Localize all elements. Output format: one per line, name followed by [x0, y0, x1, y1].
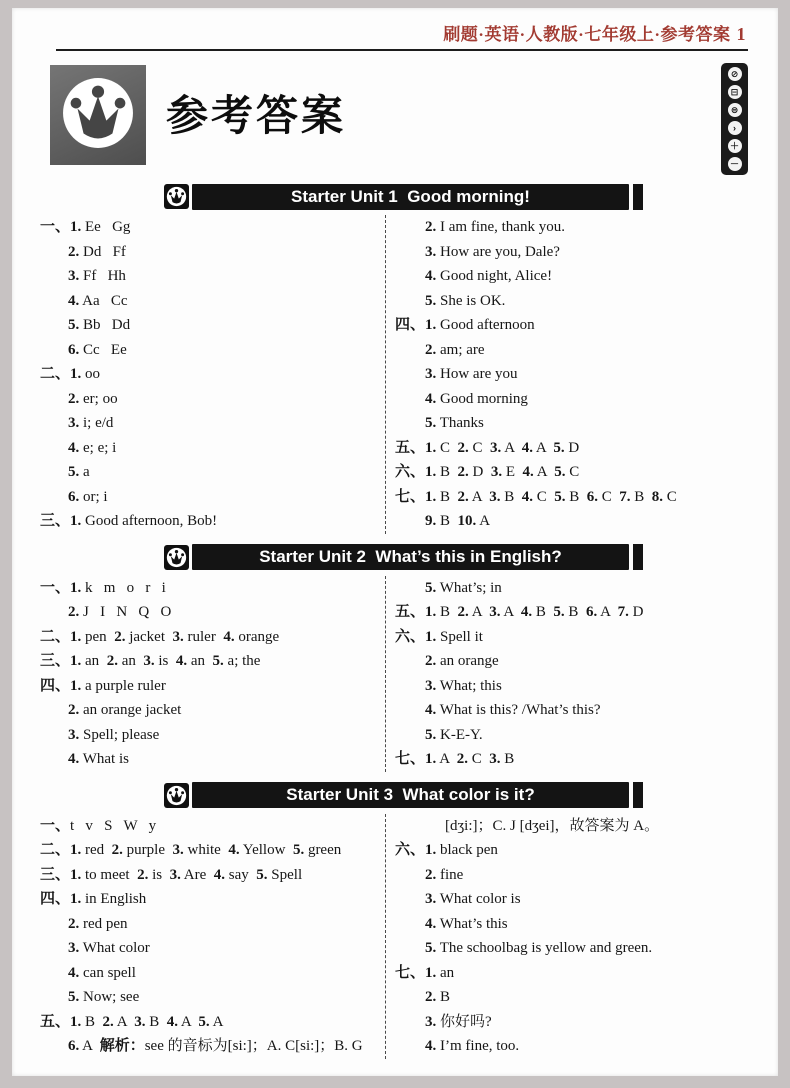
list-marker: 一、 — [40, 816, 71, 834]
section-banner-title: Starter Unit 1 Good morning! — [192, 184, 629, 210]
answer-line — [40, 814, 385, 839]
edge-tab-dot-icon: › — [728, 121, 742, 135]
answer-text: 1. B 2. A 3. A 4. B 5. B 6. A 7. D — [425, 604, 644, 620]
answer-line — [395, 1010, 748, 1035]
edge-tab-dot-icon: ⊘ — [728, 67, 742, 81]
list-marker: 六、 — [395, 841, 426, 858]
edge-tab-dot-icon: ＋ — [728, 139, 742, 153]
answer-line — [395, 674, 748, 699]
answer-text: 1. a purple ruler — [70, 677, 166, 694]
answer-text: 2. er; oo — [68, 390, 118, 407]
answer-line — [40, 674, 385, 699]
list-marker: 三、 — [40, 652, 71, 669]
answer-text: 1. an 2. an 3. is 4. an 5. a; the — [70, 653, 261, 669]
answer-text: 2. J I N Q O — [68, 604, 172, 620]
right-column — [385, 814, 748, 1059]
answer-line — [395, 313, 748, 338]
answer-line — [40, 411, 385, 436]
answer-line — [40, 240, 385, 265]
answer-text: 2. B — [425, 989, 451, 1005]
answer-line — [395, 387, 748, 412]
section-banner-title: Starter Unit 2 What’s this in English? — [192, 544, 629, 570]
answer-text: 1. oo — [70, 366, 101, 382]
answer-line — [395, 485, 748, 510]
answer-line — [40, 387, 385, 412]
answer-line — [40, 1010, 385, 1035]
answer-line — [40, 887, 385, 912]
answer-text: 2. red pen — [68, 915, 128, 932]
answer-text: t v S W y — [70, 817, 157, 834]
answer-text: 4. What is — [68, 751, 129, 767]
answer-text: 3. What color is — [425, 891, 521, 907]
answer-line — [395, 961, 748, 986]
answer-line — [40, 747, 385, 772]
list-marker: 五、 — [395, 603, 426, 620]
left-column — [40, 576, 385, 772]
answer-line — [40, 576, 385, 601]
answer-columns — [40, 210, 748, 536]
answer-text: 4. What is this? /What’s this? — [425, 702, 601, 718]
answer-line — [40, 509, 385, 534]
section-banner-title: Starter Unit 3 What color is it? — [192, 782, 629, 808]
answer-text: 4. Aa Cc — [68, 292, 128, 309]
answer-text: 1. to meet 2. is 3. Are 4. say 5. Spell — [70, 866, 303, 883]
answer-text: 5. Now; see — [68, 989, 140, 1005]
answer-text: 6. or; i — [68, 488, 108, 505]
edge-tab-dot-icon: ⊜ — [728, 103, 742, 117]
answer-text: 4. I’m fine, too. — [425, 1038, 520, 1054]
left-column — [40, 215, 385, 534]
list-marker: 三、 — [40, 865, 71, 883]
answer-text: 6. A 解析：see 的音标为[si:]；A. C[si:]；B. G — [68, 1037, 363, 1054]
answer-text: 9. B 10. A — [425, 513, 491, 529]
list-marker: 七、 — [395, 487, 426, 505]
answer-text: 1. C 2. C 3. A 4. A 5. D — [425, 439, 580, 456]
answer-text: 5. K-E-Y. — [425, 726, 483, 743]
answer-line — [40, 1034, 385, 1059]
crown-badge-icon — [164, 184, 189, 209]
answer-line — [395, 436, 748, 461]
right-column — [385, 215, 748, 534]
page-number: 1 — [736, 24, 746, 44]
answer-text: 5. a — [68, 464, 90, 480]
page-title: 参考答案 — [166, 92, 347, 139]
answer-line — [395, 600, 748, 625]
answer-line — [395, 936, 748, 961]
answer-line — [395, 215, 748, 240]
scanned-answer-page — [12, 8, 778, 1076]
answer-line — [395, 723, 748, 748]
answer-line — [40, 985, 385, 1010]
answer-text: 1. Ee Gg — [70, 219, 131, 235]
answer-line — [395, 362, 748, 387]
answer-line — [40, 313, 385, 338]
answer-text: 1. in English — [70, 891, 147, 907]
answer-line — [40, 912, 385, 937]
answer-text: 1. pen 2. jacket 3. ruler 4. orange — [70, 628, 280, 645]
edge-tab-dot-icon: ⊟ — [728, 85, 742, 99]
answer-line — [395, 509, 748, 534]
banner-end-block — [633, 544, 643, 570]
answer-line — [395, 985, 748, 1010]
answer-text: 2. fine — [425, 866, 464, 883]
list-marker: 六、 — [395, 463, 426, 480]
answer-line — [395, 460, 748, 485]
answer-columns — [40, 809, 748, 1061]
section-banner — [164, 183, 748, 210]
answer-text: 4. Good night, Alice! — [425, 268, 553, 284]
answer-text: 5. The schoolbag is yellow and green. — [425, 940, 653, 956]
answer-text: 1. Spell it — [425, 628, 483, 645]
answer-line — [40, 289, 385, 314]
answer-text: 1. B 2. D 3. E 4. A 5. C — [425, 464, 580, 480]
answer-text: 1. black pen — [425, 842, 498, 858]
answer-text: 2. Dd Ff — [68, 243, 126, 260]
answer-text: 3. 你好吗? — [425, 1013, 492, 1030]
answer-line — [40, 362, 385, 387]
answer-text: 4. What’s this — [425, 915, 508, 932]
crown-badge-icon — [164, 783, 189, 808]
answer-line — [40, 436, 385, 461]
answer-line — [40, 600, 385, 625]
answer-text: 2. an orange jacket — [68, 702, 182, 718]
list-marker: 七、 — [395, 963, 426, 981]
left-column — [40, 814, 385, 1059]
answer-text: 1. an — [425, 964, 455, 981]
answer-text: 3. What color — [68, 940, 150, 956]
crown-badge-icon — [164, 545, 189, 570]
answer-line — [40, 264, 385, 289]
answer-text: 4. Good morning — [425, 390, 528, 407]
answer-line — [40, 485, 385, 510]
answer-line — [40, 838, 385, 863]
answer-text: 2. am; are — [425, 341, 485, 358]
answer-text: 1. k m o r i — [70, 579, 166, 596]
answer-line — [395, 411, 748, 436]
answer-line — [395, 649, 748, 674]
answer-line — [395, 576, 748, 601]
list-marker: 五、 — [395, 438, 426, 456]
list-marker: 六、 — [395, 627, 426, 645]
edge-index-tab — [721, 63, 748, 175]
answer-text: 5. She is OK. — [425, 292, 506, 309]
answer-text: 5. What’s; in — [425, 579, 502, 596]
answer-line — [40, 698, 385, 723]
answer-text: 3. i; e/d — [68, 415, 114, 431]
list-marker: 一、 — [40, 218, 71, 235]
answer-line — [395, 240, 748, 265]
list-marker: 四、 — [40, 890, 71, 907]
banner-end-block — [633, 782, 643, 808]
list-marker: 二、 — [40, 841, 71, 858]
answer-line — [40, 649, 385, 674]
list-marker: 五、 — [40, 1012, 71, 1030]
answer-line — [395, 863, 748, 888]
answer-line — [395, 838, 748, 863]
answer-line — [40, 460, 385, 485]
header-rule — [56, 49, 748, 51]
answer-line — [40, 625, 385, 650]
answer-line — [395, 912, 748, 937]
list-marker: 二、 — [40, 627, 71, 645]
answer-text: 6. Cc Ee — [68, 341, 127, 358]
answer-line — [395, 625, 748, 650]
answer-line — [395, 1034, 748, 1059]
section-starter-unit-2 — [40, 544, 748, 774]
answer-line — [395, 264, 748, 289]
right-column — [385, 576, 748, 772]
answer-line — [40, 863, 385, 888]
answer-line — [40, 338, 385, 363]
answer-line — [40, 723, 385, 748]
answer-text: 3. How are you, Dale? — [425, 243, 560, 260]
answer-sections — [40, 183, 748, 1061]
list-marker: 二、 — [40, 365, 71, 382]
section-starter-unit-1 — [40, 183, 748, 536]
answer-line — [395, 338, 748, 363]
running-head — [40, 20, 748, 44]
answer-text: 5. Thanks — [425, 415, 484, 431]
answer-text: 5. Bb Dd — [68, 317, 131, 333]
answer-line — [395, 887, 748, 912]
answer-text: 3. Ff Hh — [68, 268, 126, 284]
list-marker: 四、 — [395, 316, 426, 333]
answer-text: 3. How are you — [425, 366, 518, 382]
answer-text: 4. can spell — [68, 964, 136, 981]
answer-text: 3. What; this — [425, 677, 502, 694]
publisher-logo — [50, 65, 146, 165]
answer-text: 1. Good afternoon — [425, 317, 535, 333]
answer-line — [40, 961, 385, 986]
answer-text: 1. A 2. C 3. B — [425, 751, 515, 767]
section-banner — [164, 782, 748, 809]
answer-text: [dʒi:]；C. J [dʒei]，故答案为 A。 — [445, 817, 660, 834]
list-marker: 一、 — [40, 578, 71, 596]
section-banner — [164, 544, 748, 571]
section-starter-unit-3 — [40, 782, 748, 1061]
edge-tab-dot-icon: － — [728, 157, 742, 171]
answer-text: 1. B 2. A 3. B 4. C 5. B 6. C 7. B 8. C — [425, 488, 677, 505]
running-head-text: 刷题·英语·人教版·七年级上·参考答案 — [443, 25, 731, 44]
answer-columns — [40, 571, 748, 774]
answer-line — [395, 747, 748, 772]
answer-text: 2. an orange — [425, 653, 499, 669]
answer-line — [395, 289, 748, 314]
answer-line — [395, 814, 748, 839]
answer-text: 3. Spell; please — [68, 726, 160, 743]
answer-line — [395, 698, 748, 723]
answer-text: 1. B 2. A 3. B 4. A 5. A — [70, 1013, 224, 1030]
answer-line — [40, 936, 385, 961]
answer-line — [40, 215, 385, 240]
answer-text: 2. I am fine, thank you. — [425, 219, 565, 235]
answer-text: 4. e; e; i — [68, 439, 117, 456]
list-marker: 七、 — [395, 750, 426, 767]
answer-text: 1. red 2. purple 3. white 4. Yellow 5. green — [70, 842, 342, 858]
list-marker: 三、 — [40, 512, 71, 529]
list-marker: 四、 — [40, 676, 71, 694]
crown-logo-icon — [60, 75, 136, 156]
answer-text: 1. Good afternoon, Bob! — [70, 513, 218, 529]
banner-end-block — [633, 184, 643, 210]
masthead — [40, 57, 748, 175]
